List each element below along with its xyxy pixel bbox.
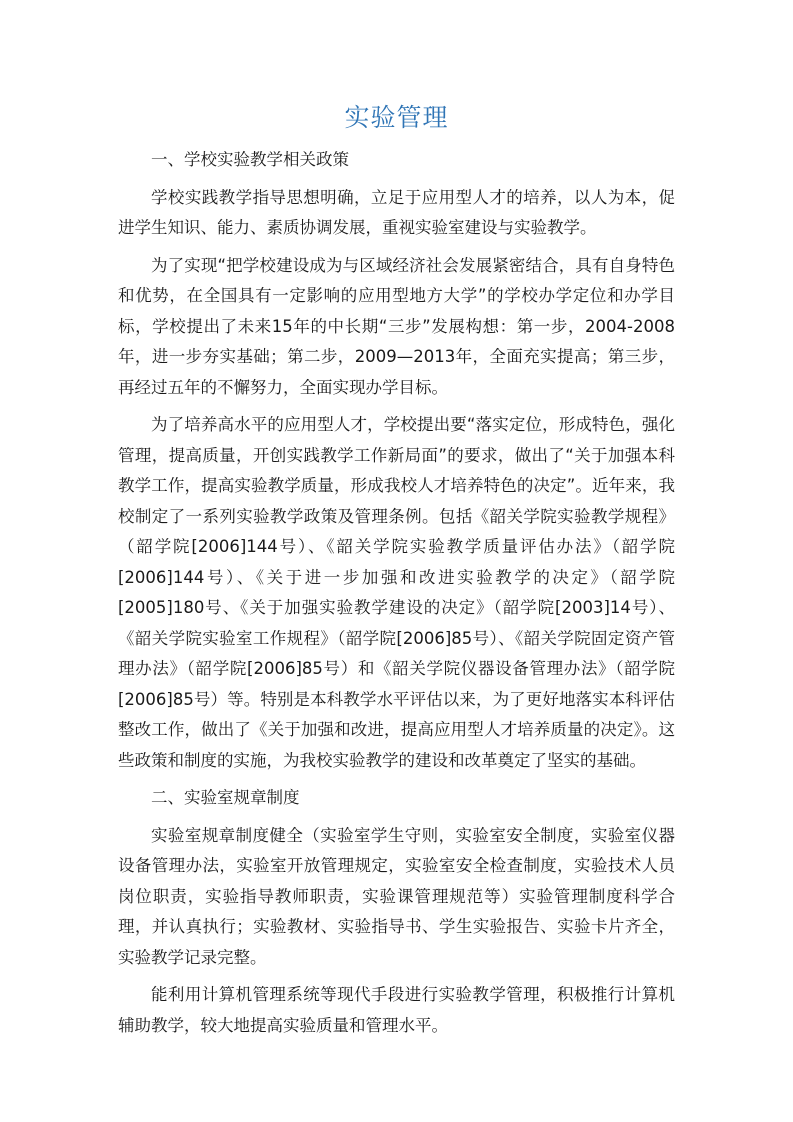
paragraph-development-plan: 为了实现“把学校建设成为与区域经济社会发展紧密结合，具有自身特色和优势，在全国具有一定影响的应用型地方大学”的学校办学定位和办学目标，学校提出了未来15年的中长期“三步”发展构想：第一步，2004-2008年，进一步夯实基础；第二步，2009—2013年，全面充实提高；第三步，再经过五年的不懈努力，全面实现办学目标。: [118, 255, 675, 397]
document-body: [118, 145, 675, 1041]
section-heading-regulations: 二、实验室规章制度: [151, 788, 300, 807]
section-heading-policy: 一、学校实验教学相关政策: [151, 150, 349, 169]
document-title: 实验管理: [344, 103, 449, 132]
paragraph-computer-management: 能利用计算机管理系统等现代手段进行实验教学管理，积极推行计算机辅助教学，较大地提高实验质量和管理水平。: [118, 985, 675, 1035]
paragraph-policy-documents: 为了培养高水平的应用型人才，学校提出要“落实定位，形成特色，强化管理，提高质量，开创实践教学工作新局面”的要求，做出了“关于加强本科教学工作，提高实验教学质量，形成我校人才培养特色的决定”。近年来，我校制定了一系列实验教学政策及管理条例。包括《韶关学院实验教学规程》（韶学院[2006]144号）、《韶关学院实验教学质量评估办法》（韶学院[2006]144号）、《关于进一步加强和改进实验教学的决定》（韶学院[2005]180号、《关于加强实验教学建设的决定》（韶学院[2003]14号）、《韶关学院实验室工作规程》（韶学院[2006]85号）、《韶关学院固定资产管理办法》（韶学院[2006]85号）和《韶关学院仪器设备管理办法》（韶学院[2006]85号）等。特别是本科教学水平评估以来，为了更好地落实本科评估整改工作，做出了《关于加强和改进，提高应用型人才培养质量的决定》。这些政策和制度的实施，为我校实验教学的建设和改革奠定了坚实的基础。: [118, 415, 675, 770]
paragraph-guiding-principle: 学校实践教学指导思想明确，立足于应用型人才的培养，以人为本，促进学生知识、能力、素质协调发展，重视实验室建设与实验教学。: [118, 187, 675, 237]
paragraph-lab-rules: 实验室规章制度健全（实验室学生守则，实验室安全制度，实验室仪器设备管理办法，实验室开放管理规定，实验室安全检查制度，实验技术人员岗位职责，实验指导教师职责，实验课管理规范等）实验管理制度科学合理，并认真执行；实验教材、实验指导书、学生实验报告、实验卡片齐全，实验教学记录完整。: [118, 825, 675, 967]
